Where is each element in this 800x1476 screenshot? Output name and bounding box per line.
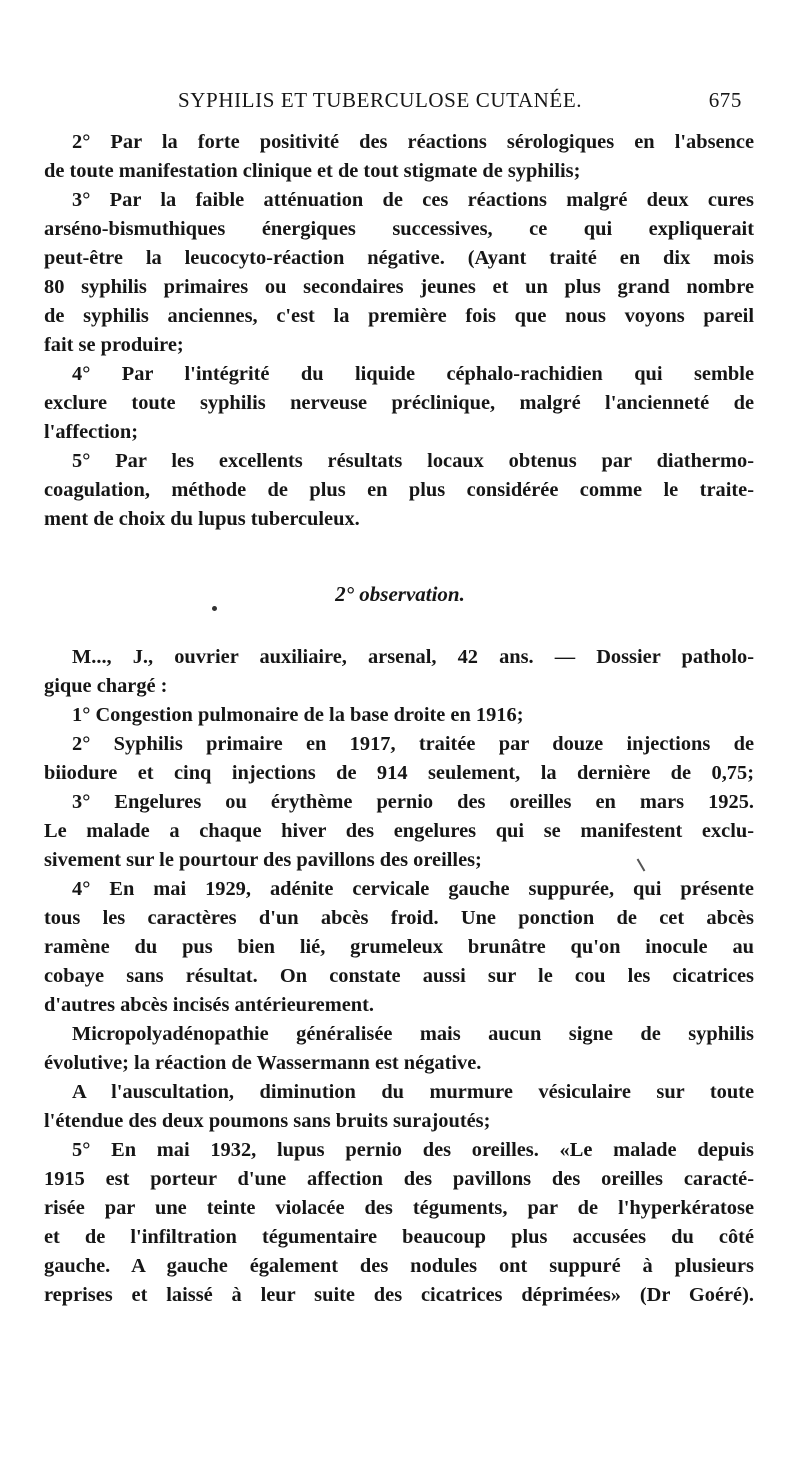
paragraph-block-2 — [44, 643, 754, 1310]
text-line: cobaye sans résultat. On constate aussi sur le cou les cicatrices — [44, 965, 754, 987]
text-line: 1915 est porteur d'une affection des pavillons des oreilles caracté- — [44, 1168, 754, 1190]
text-line: peut-être la leucocyto-réaction négative. (Ayant traité en dix mois — [44, 247, 754, 269]
paragraph-block-1 — [44, 128, 754, 534]
text-line: sivement sur le pourtour des pavillons des oreilles; — [44, 849, 482, 871]
page-number: 675 — [708, 88, 742, 112]
text-line: ment de choix du lupus tuberculeux. — [44, 508, 360, 530]
text-line: coagulation, méthode de plus en plus considérée comme le traite- — [44, 479, 754, 501]
text-line: reprises et laissé à leur suite des cicatrices déprimées» (Dr Goéré). — [44, 1284, 754, 1306]
text-line: arséno-bismuthiques énergiques successives, ce qui expliquerait — [44, 218, 754, 240]
text-line: M..., J., ouvrier auxiliaire, arsenal, 42 ans. — Dossier patholo- — [72, 646, 754, 668]
text-line: 2° Par la forte positivité des réactions sérologiques en l'absence — [72, 131, 754, 153]
running-title: SYPHILIS ET TUBERCULOSE CUTANÉE. — [178, 88, 583, 112]
text-line: l'affection; — [44, 421, 138, 443]
section-title: 2° observation. — [335, 582, 465, 606]
text-line: 5° Par les excellents résultats locaux obtenus par diathermo- — [72, 450, 754, 472]
text-line: de toute manifestation clinique et de tout stigmate de syphilis; — [44, 160, 581, 182]
text-line: risée par une teinte violacée des téguments, par de l'hyperkératose — [44, 1197, 754, 1219]
text-line: biiodure et cinq injections de 914 seulement, la dernière de 0,75; — [44, 762, 754, 784]
text-line: fait se produire; — [44, 334, 184, 356]
text-line: de syphilis anciennes, c'est la première fois que nous voyons pareil — [44, 305, 754, 327]
text-line: A l'auscultation, diminution du murmure vésiculaire sur toute — [72, 1081, 754, 1103]
text-line: 4° Par l'intégrité du liquide céphalo-rachidien qui semble — [72, 363, 754, 385]
text-line: gauche. A gauche également des nodules ont suppuré à plusieurs — [44, 1255, 754, 1277]
ink-speck — [212, 606, 217, 611]
text-line: l'étendue des deux poumons sans bruits surajoutés; — [44, 1110, 491, 1132]
text-line: 5° En mai 1932, lupus pernio des oreilles. «Le malade depuis — [72, 1139, 754, 1161]
text-line: 80 syphilis primaires ou secondaires jeunes et un plus grand nombre — [44, 276, 754, 298]
text-line: Le malade a chaque hiver des engelures qui se manifestent exclu- — [44, 820, 754, 842]
text-line: 3° Par la faible atténuation de ces réactions malgré deux cures — [72, 189, 754, 211]
text-line: exclure toute syphilis nerveuse préclinique, malgré l'ancienneté de — [44, 392, 754, 414]
text-line: Micropolyadénopathie généralisée mais aucun signe de syphilis — [72, 1023, 754, 1045]
running-header — [178, 88, 742, 113]
text-line: et de l'infiltration tégumentaire beaucoup plus accusées du côté — [44, 1226, 754, 1248]
text-line: évolutive; la réaction de Wassermann est négative. — [44, 1052, 482, 1074]
text-line: tous les caractères d'un abcès froid. Une ponction de cet abcès — [44, 907, 754, 929]
text-line: 4° En mai 1929, adénite cervicale gauche suppurée, qui présente — [72, 878, 754, 900]
text-line: gique chargé : — [44, 675, 168, 697]
text-line: d'autres abcès incisés antérieurement. — [44, 994, 374, 1016]
text-line: 3° Engelures ou érythème pernio des oreilles en mars 1925. — [72, 791, 754, 813]
text-line: 2° Syphilis primaire en 1917, traitée par douze injections de — [72, 733, 754, 755]
text-line: 1° Congestion pulmonaire de la base droite en 1916; — [72, 704, 524, 726]
text-line: ramène du pus bien lié, grumeleux brunâtre qu'on inocule au — [44, 936, 754, 958]
